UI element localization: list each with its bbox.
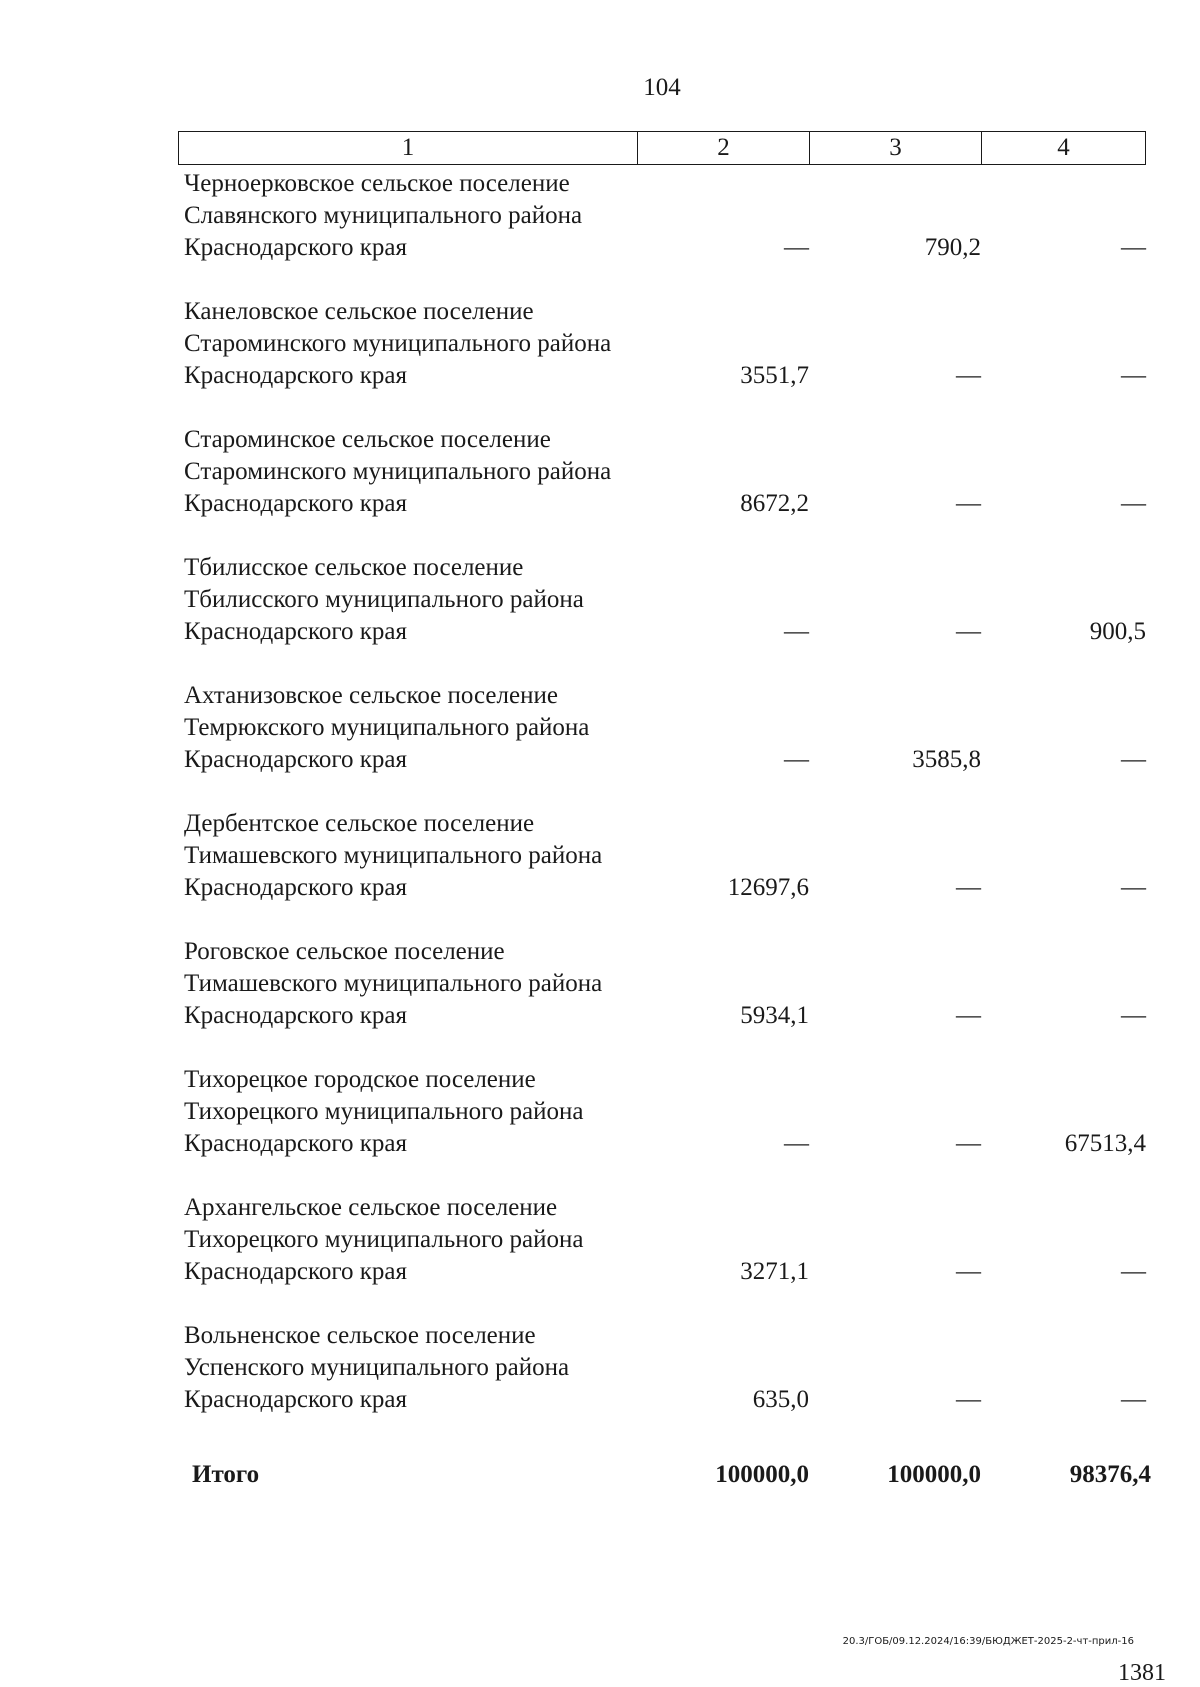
row-col-2: 3551,7	[740, 362, 809, 389]
row-name: Тбилисское сельское поселение Тбилисского муниципального района Краснодарского края	[184, 554, 584, 645]
table-row	[178, 296, 1146, 392]
row-col-4: —	[1121, 234, 1146, 261]
row-col-2: 635,0	[752, 1386, 809, 1413]
row-col-4: 900,5	[1089, 618, 1146, 645]
header-col-2: 2	[638, 132, 810, 164]
row-col-4: 67513,4	[1064, 1130, 1146, 1157]
row-col-3: —	[956, 1258, 981, 1285]
table-row	[178, 680, 1146, 776]
row-col-4: —	[1121, 362, 1146, 389]
table-row	[178, 808, 1146, 904]
total-col-3: 100000,0	[887, 1461, 981, 1488]
row-col-3: —	[956, 874, 981, 901]
row-col-3: 3585,8	[912, 746, 981, 773]
row-name: Роговское сельское поселение Тимашевского муниципального района Краснодарского края	[184, 938, 603, 1029]
row-col-4: —	[1121, 1258, 1146, 1285]
row-col-3: —	[956, 618, 981, 645]
row-col-2: —	[784, 618, 809, 645]
table-row	[178, 168, 1146, 264]
row-col-2: —	[784, 1130, 809, 1157]
row-col-2: 12697,6	[727, 874, 809, 901]
table-row	[178, 1320, 1146, 1416]
row-col-3: 790,2	[924, 234, 981, 261]
header-col-3: 3	[810, 132, 982, 164]
total-label: Итого	[192, 1461, 260, 1488]
row-name: Ахтанизовское сельское поселение Темрюкского муниципального района Краснодарского края	[184, 682, 590, 773]
row-col-3: —	[956, 1130, 981, 1157]
table-row	[178, 1064, 1146, 1160]
row-name: Черноерковское сельское поселение Славянского муниципального района Краснодарского края	[184, 170, 583, 261]
header-col-1: 1	[179, 132, 638, 164]
row-col-3: —	[956, 490, 981, 517]
total-col-4: 98376,4	[1069, 1461, 1151, 1488]
row-col-4: —	[1121, 874, 1146, 901]
row-name: Вольненское сельское поселение Успенского муниципального района Краснодарского края	[184, 1322, 570, 1413]
table-row	[178, 1192, 1146, 1288]
row-name: Канеловское сельское поселение Староминского муниципального района Краснодарского края	[184, 298, 612, 389]
row-col-3: —	[956, 1386, 981, 1413]
row-name: Староминское сельское поселение Староминского муниципального района Краснодарского края	[184, 426, 612, 517]
header-col-4: 4	[1057, 134, 1070, 161]
row-name: Дербентское сельское поселение Тимашевского муниципального района Краснодарского края	[184, 810, 603, 901]
row-col-3: —	[956, 362, 981, 389]
table-row	[178, 424, 1146, 520]
row-col-2: —	[784, 746, 809, 773]
document-code: 20.3/ГОБ/09.12.2024/16:39/БЮДЖЕТ-2025-2-чт-прил-16	[842, 1636, 1134, 1647]
row-col-2: 5934,1	[740, 1002, 809, 1029]
row-col-4: —	[1121, 490, 1146, 517]
row-col-2: 3271,1	[740, 1258, 809, 1285]
table-row	[178, 936, 1146, 1032]
page-number: 104	[643, 74, 681, 101]
sheet-number: 1381	[1118, 1660, 1166, 1686]
row-col-4: —	[1121, 1386, 1146, 1413]
row-col-4: —	[1121, 746, 1146, 773]
table-row	[178, 552, 1146, 648]
row-col-2: 8672,2	[740, 490, 809, 517]
total-col-2: 100000,0	[715, 1461, 809, 1488]
row-name: Архангельское сельское поселение Тихорецкого муниципального района Краснодарского края	[184, 1194, 584, 1285]
row-col-3: —	[956, 1002, 981, 1029]
table-header	[178, 131, 1146, 165]
row-col-2: —	[784, 234, 809, 261]
row-name: Тихорецкое городское поселение Тихорецкого муниципального района Краснодарского края	[184, 1066, 584, 1157]
total-row	[178, 1461, 1151, 1497]
row-col-4: —	[1121, 1002, 1146, 1029]
